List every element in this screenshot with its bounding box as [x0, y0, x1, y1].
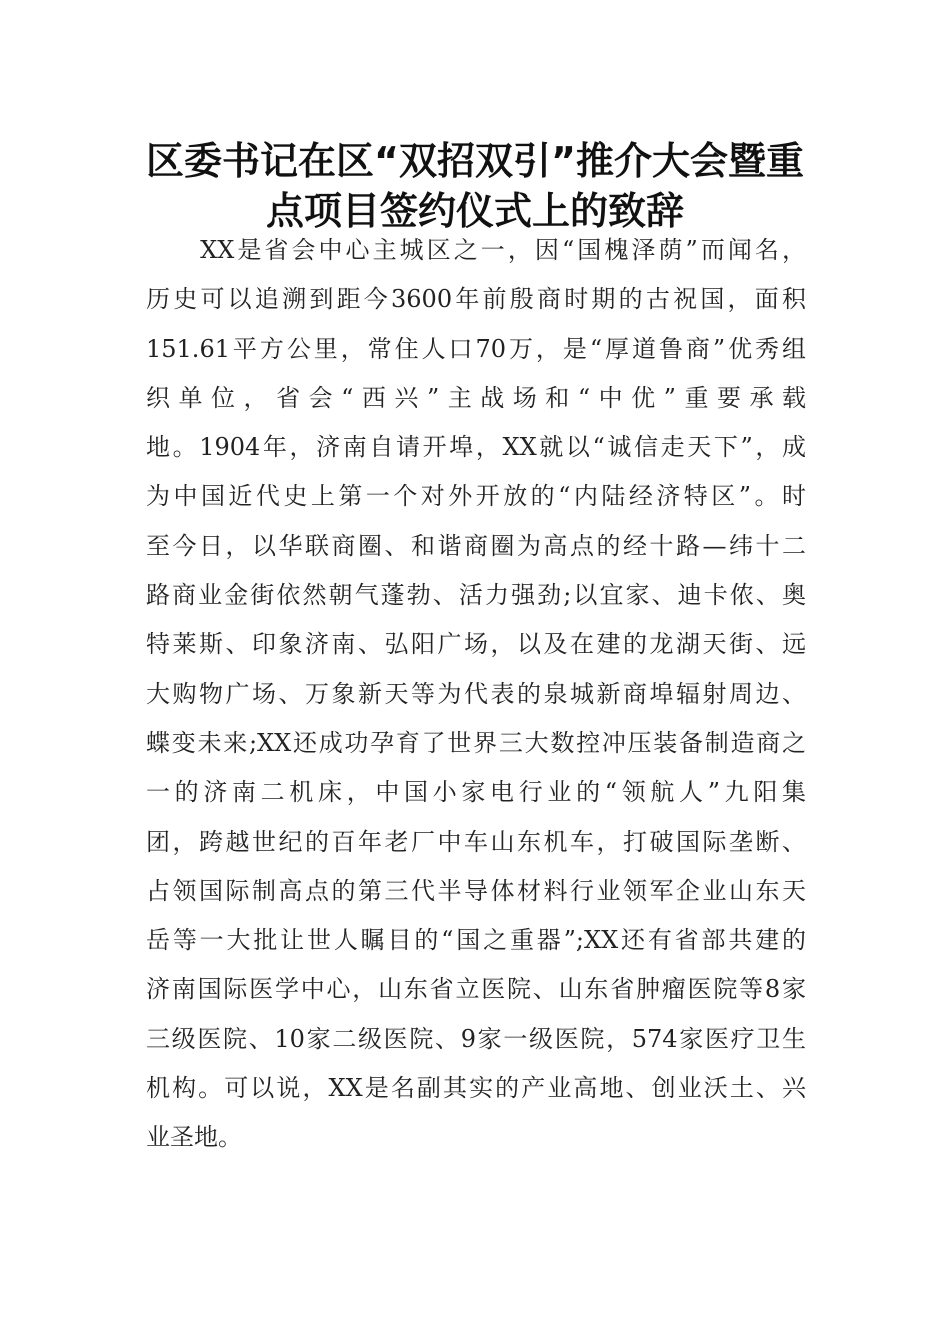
paragraph-line: 至今日，以华联商圈、和谐商圈为高点的经十路—纬十二 — [146, 531, 806, 560]
paragraph-line: 济南国际医学中心，山东省立医院、山东省肿瘤医院等8家 — [146, 975, 806, 1004]
paragraph-line: 特莱斯、印象济南、弘阳广场，以及在建的龙湖天街、远 — [146, 630, 806, 659]
paragraph-line: 蝶变未来;XX还成功孕育了世界三大数控冲压装备制造商之 — [146, 728, 806, 757]
document-title-line-1: 区委书记在区“双招双引”推介大会暨重 — [146, 139, 804, 183]
paragraph-line: 团，跨越世纪的百年老厂中车山东机车，打破国际垄断、 — [146, 827, 806, 856]
paragraph-line: 占领国际制高点的第三代半导体材料行业领军企业山东天 — [146, 876, 806, 905]
paragraph-line: 历史可以追溯到距今3600年前殷商时期的古祝国，面积 — [146, 285, 806, 314]
paragraph-line: XX是省会中心主城区之一，因“国槐泽荫”而闻名， — [146, 236, 806, 264]
document-title-line-2: 点项目签约仪式上的致辞 — [265, 189, 684, 233]
paragraph-line: 一的济南二机床，中国小家电行业的“领航人”九阳集 — [146, 778, 806, 807]
paragraph-line: 织单位，省会“西兴”主战场和“中优”重要承载 — [146, 383, 806, 412]
paragraph-line: 路商业金街依然朝气蓬勃、活力强劲;以宜家、迪卡侬、奥 — [146, 581, 806, 610]
paragraph-line: 151.61平方公里，常住人口70万，是“厚道鲁商”优秀组 — [146, 334, 806, 363]
paragraph-line: 三级医院、10家二级医院、9家一级医院，574家医疗卫生 — [146, 1024, 806, 1053]
paragraph-line: 大购物广场、万象新天等为代表的泉城新商埠辐射周边、 — [146, 679, 806, 708]
paragraph-line: 地。1904年，济南自请开埠，XX就以“诚信走天下”，成 — [146, 433, 806, 462]
paragraph-line: 为中国近代史上第一个对外开放的“内陆经济特区”。时 — [146, 482, 806, 511]
paragraph-line: 岳等一大批让世人瞩目的“国之重器”;XX还有省部共建的 — [146, 926, 806, 955]
body-paragraph — [146, 230, 806, 1167]
paragraph-line-last: 业圣地。 — [146, 1123, 242, 1152]
paragraph-line: 机构。可以说，XX是名副其实的产业高地、创业沃土、兴 — [146, 1074, 806, 1103]
